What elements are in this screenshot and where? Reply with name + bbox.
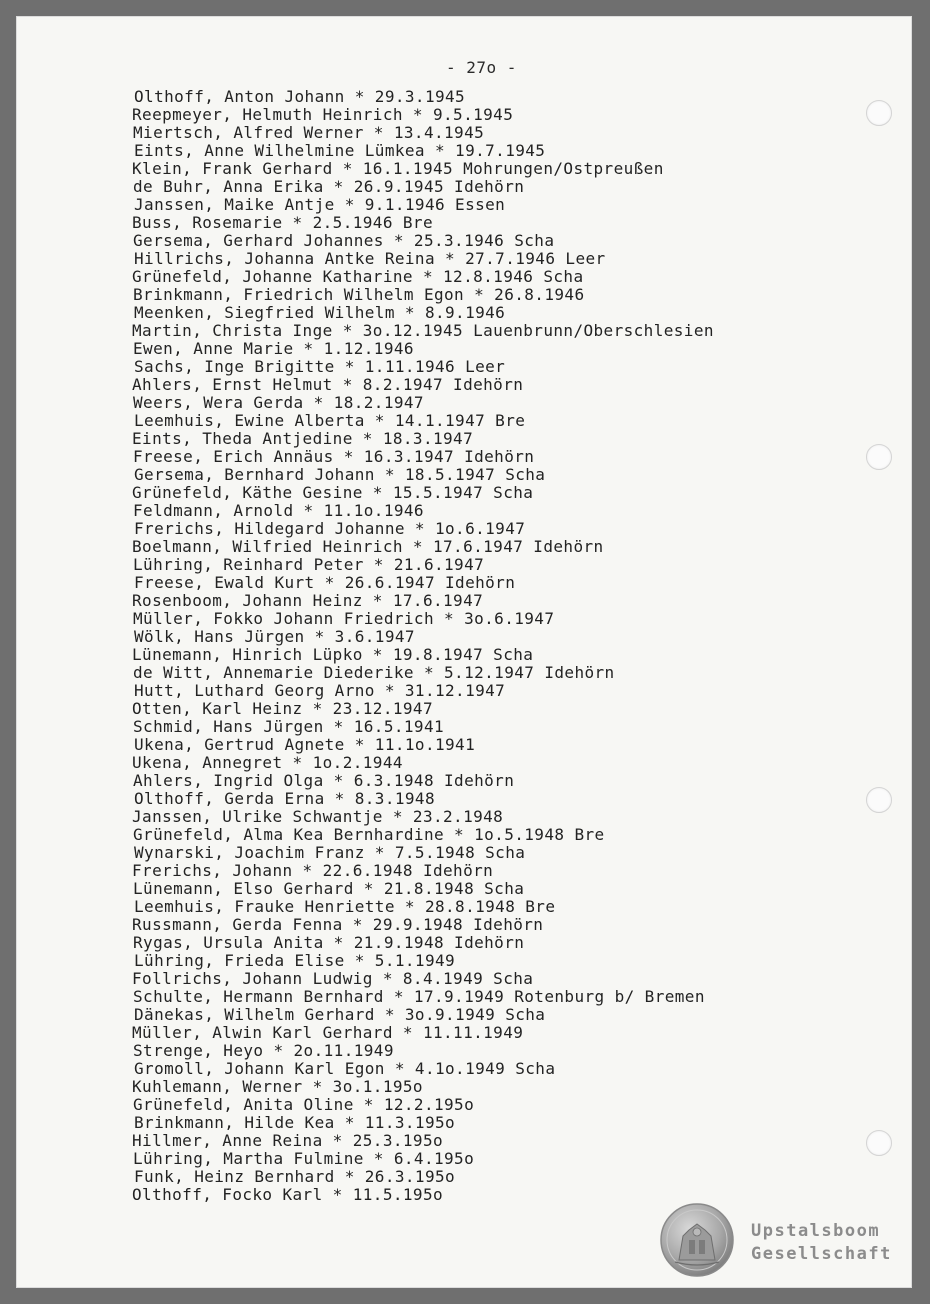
page-number: - 27o - [446, 58, 517, 77]
entry-line: Weers, Wera Gerda * 18.2.1947 [133, 393, 424, 412]
logo-line-1: Upstalsboom [751, 1221, 881, 1241]
entry-line: Ahlers, Ingrid Olga * 6.3.1948 Idehörn [133, 771, 515, 790]
entry-line: Ukena, Annegret * 1o.2.1944 [132, 753, 403, 772]
logo-line-2: Gesellschaft [751, 1244, 892, 1264]
entry-line: Eints, Theda Antjedine * 18.3.1947 [132, 429, 474, 448]
entry-line: Russmann, Gerda Fenna * 29.9.1948 Idehörn [132, 915, 544, 934]
entry-line: Ewen, Anne Marie * 1.12.1946 [133, 339, 414, 358]
upstalsboom-seal-icon [659, 1202, 735, 1278]
entry-line: Lünemann, Hinrich Lüpko * 19.8.1947 Scha [132, 645, 534, 664]
entry-line: Grünefeld, Anita Oline * 12.2.195o [133, 1095, 475, 1114]
entry-line: Wynarski, Joachim Franz * 7.5.1948 Scha [134, 843, 526, 862]
entry-line: Schmid, Hans Jürgen * 16.5.1941 [133, 717, 445, 736]
entry-line: Gromoll, Johann Karl Egon * 4.1o.1949 Scha [134, 1059, 556, 1078]
entry-line: Leemhuis, Ewine Alberta * 14.1.1947 Bre [134, 411, 526, 430]
entry-line: Lühring, Reinhard Peter * 21.6.1947 [133, 555, 485, 574]
entry-line: Grünefeld, Johanne Katharine * 12.8.1946 Scha [132, 267, 584, 286]
entry-line: Janssen, Ulrike Schwantje * 23.2.1948 [132, 807, 504, 826]
entry-line: Lühring, Martha Fulmine * 6.4.195o [133, 1149, 475, 1168]
entry-line: de Witt, Annemarie Diederike * 5.12.1947 Idehörn [133, 663, 615, 682]
entry-line: Miertsch, Alfred Werner * 13.4.1945 [133, 123, 485, 142]
entry-line: Müller, Alwin Karl Gerhard * 11.11.1949 [132, 1023, 524, 1042]
entry-line: Olthoff, Gerda Erna * 8.3.1948 [134, 789, 435, 808]
punch-hole [866, 100, 892, 126]
entry-list [126, 88, 846, 1204]
punch-hole [866, 1130, 892, 1156]
document-page [16, 16, 912, 1288]
entry-line: Lühring, Frieda Elise * 5.1.1949 [134, 951, 456, 970]
entry-line: Rygas, Ursula Anita * 21.9.1948 Idehörn [133, 933, 525, 952]
entry-line: Hillmer, Anne Reina * 25.3.195o [132, 1131, 444, 1150]
entry-line: Boelmann, Wilfried Heinrich * 17.6.1947 Idehörn [132, 537, 604, 556]
entry-line: Meenken, Siegfried Wilhelm * 8.9.1946 [134, 303, 506, 322]
entry-line: Frerichs, Hildegard Johanne * 1o.6.1947 [134, 519, 526, 538]
entry-line: Grünefeld, Käthe Gesine * 15.5.1947 Scha [132, 483, 534, 502]
entry-line: Funk, Heinz Bernhard * 26.3.195o [134, 1167, 456, 1186]
entry-line: de Buhr, Anna Erika * 26.9.1945 Idehörn [133, 177, 525, 196]
entry-line: Dänekas, Wilhelm Gerhard * 3o.9.1949 Scha [134, 1005, 546, 1024]
entry-line: Frerichs, Johann * 22.6.1948 Idehörn [132, 861, 494, 880]
entry-line: Kuhlemann, Werner * 3o.1.195o [132, 1077, 423, 1096]
entry-line: Strenge, Heyo * 2o.11.1949 [133, 1041, 394, 1060]
entry-line: Brinkmann, Hilde Kea * 11.3.195o [134, 1113, 456, 1132]
entry-line: Olthoff, Focko Karl * 11.5.195o [132, 1185, 444, 1204]
entry-line: Hillrichs, Johanna Antke Reina * 27.7.1946 Leer [134, 249, 606, 268]
punch-hole [866, 787, 892, 813]
entry-line: Otten, Karl Heinz * 23.12.1947 [132, 699, 433, 718]
punch-hole [866, 444, 892, 470]
entry-line: Müller, Fokko Johann Friedrich * 3o.6.1947 [133, 609, 555, 628]
entry-line: Wölk, Hans Jürgen * 3.6.1947 [134, 627, 415, 646]
entry-line: Sachs, Inge Brigitte * 1.11.1946 Leer [134, 357, 506, 376]
society-logo [751, 1220, 892, 1266]
entry-line: Eints, Anne Wilhelmine Lümkea * 19.7.1945 [134, 141, 546, 160]
entry-line: Lünemann, Elso Gerhard * 21.8.1948 Scha [133, 879, 525, 898]
entry-line: Reepmeyer, Helmuth Heinrich * 9.5.1945 [132, 105, 514, 124]
entry-line: Brinkmann, Friedrich Wilhelm Egon * 26.8.1946 [133, 285, 585, 304]
entry-line: Janssen, Maike Antje * 9.1.1946 Essen [134, 195, 506, 214]
entry-line: Martin, Christa Inge * 3o.12.1945 Lauenbrunn/Oberschlesien [132, 321, 714, 340]
entry-line: Follrichs, Johann Ludwig * 8.4.1949 Scha [132, 969, 534, 988]
entry-line: Klein, Frank Gerhard * 16.1.1945 Mohrungen/Ostpreußen [132, 159, 664, 178]
entry-line: Freese, Erich Annäus * 16.3.1947 Idehörn [133, 447, 535, 466]
entry-line: Feldmann, Arnold * 11.1o.1946 [133, 501, 424, 520]
entry-line: Ahlers, Ernst Helmut * 8.2.1947 Idehörn [132, 375, 524, 394]
entry-line: Gersema, Bernhard Johann * 18.5.1947 Scha [134, 465, 546, 484]
entry-line: Buss, Rosemarie * 2.5.1946 Bre [132, 213, 433, 232]
entry-line: Leemhuis, Frauke Henriette * 28.8.1948 Bre [134, 897, 556, 916]
entry-line: Rosenboom, Johann Heinz * 17.6.1947 [132, 591, 484, 610]
entry-line: Gersema, Gerhard Johannes * 25.3.1946 Scha [133, 231, 555, 250]
entry-line: Olthoff, Anton Johann * 29.3.1945 [134, 87, 466, 106]
entry-line: Grünefeld, Alma Kea Bernhardine * 1o.5.1948 Bre [133, 825, 605, 844]
entry-line: Ukena, Gertrud Agnete * 11.1o.1941 [134, 735, 476, 754]
entry-line: Schulte, Hermann Bernhard * 17.9.1949 Rotenburg b/ Bremen [133, 987, 705, 1006]
entry-line: Freese, Ewald Kurt * 26.6.1947 Idehörn [134, 573, 516, 592]
entry-line: Hutt, Luthard Georg Arno * 31.12.1947 [134, 681, 506, 700]
